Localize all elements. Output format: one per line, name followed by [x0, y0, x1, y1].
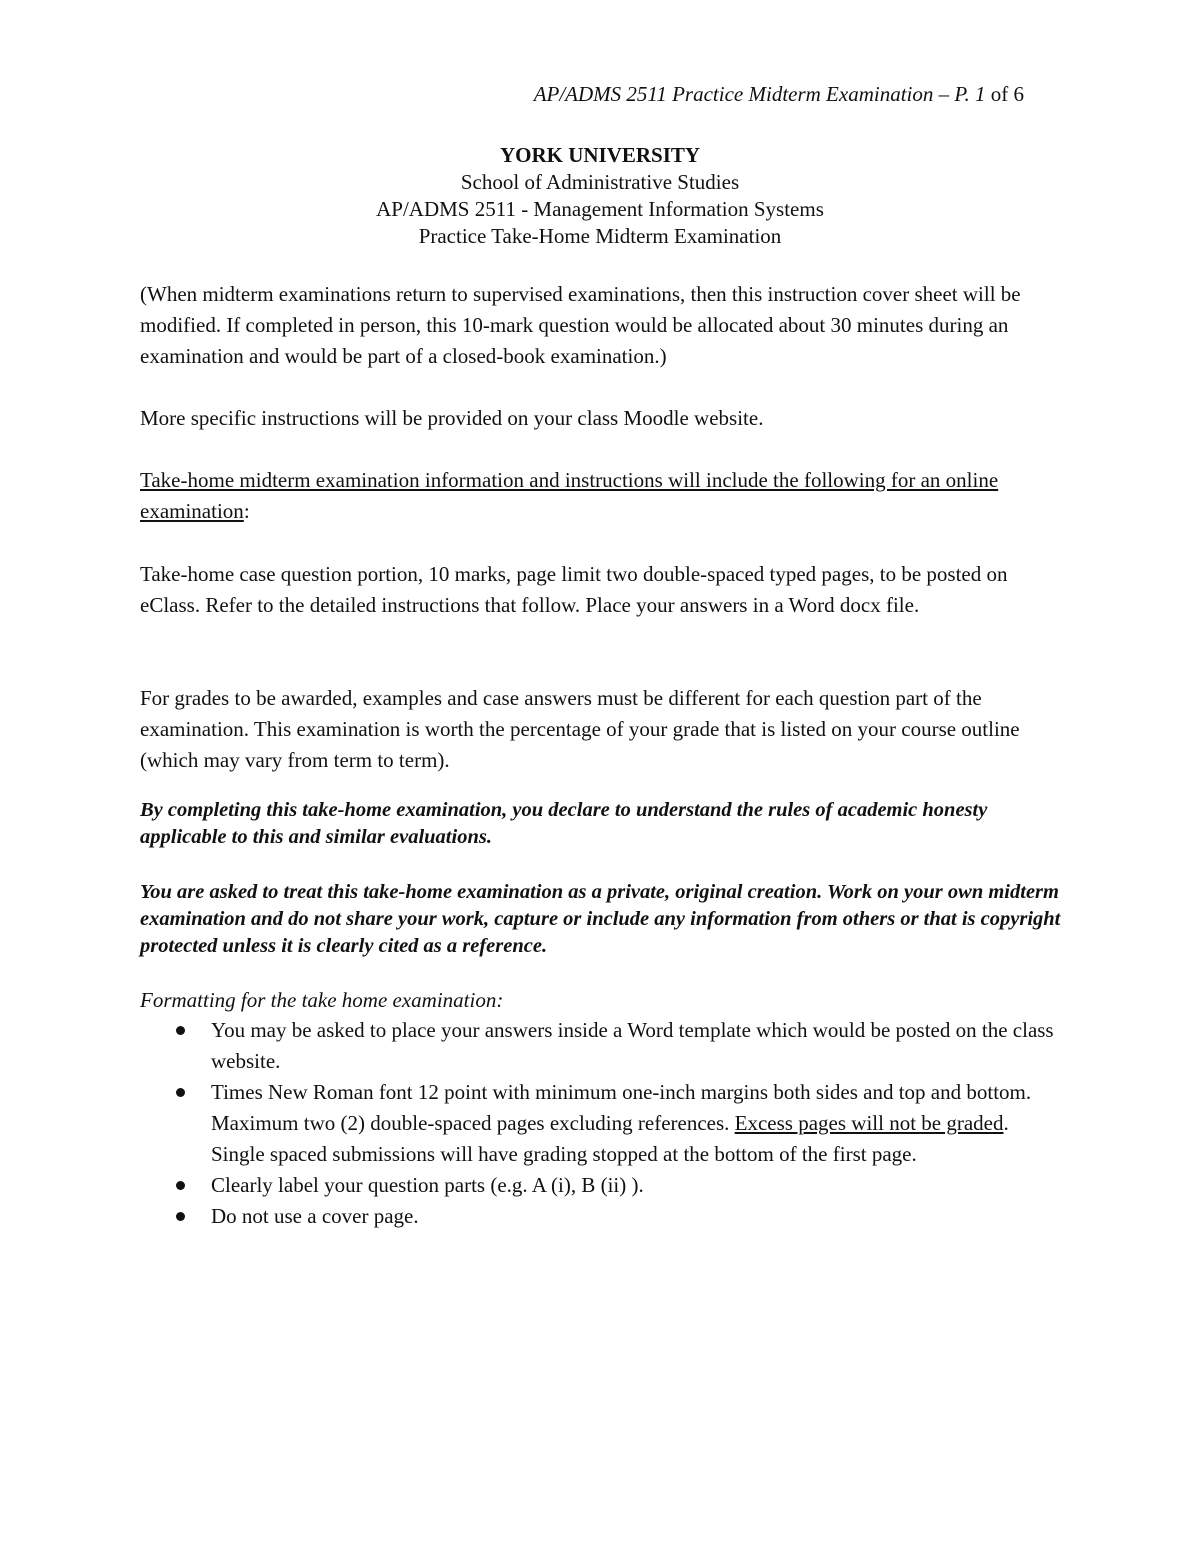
- formatting-heading: Formatting for the take home examination:: [140, 988, 504, 1012]
- bullet-text: You may be asked to place your answers inside a Word template which would be posted on the class website.: [211, 1018, 1054, 1073]
- bullet-icon: [176, 1088, 185, 1097]
- title-block: [0, 142, 1200, 250]
- online-heading-colon: :: [243, 499, 250, 523]
- school-name: School of Administrative Studies: [460, 170, 740, 194]
- honesty-paragraph: By completing this take-home examination, you declare to understand the rules of academic honesty applicable to this and similar evaluations.: [140, 799, 988, 848]
- exam-name: Practice Take-Home Midterm Examination: [418, 224, 782, 248]
- original-creation-paragraph: You are asked to treat this take-home examination as a private, original creation. Work on your own midterm examination and do not share your work, capture or include any information from others or that is copyright protected unless it is clearly cited as a reference.: [140, 881, 1061, 957]
- list-item: [140, 1015, 1065, 1077]
- bullet-icon: [176, 1181, 185, 1190]
- bullet-text: Clearly label your question parts (e.g. A (i), B (ii) ).: [211, 1173, 644, 1197]
- online-heading-text: Take-home midterm examination information and instructions will include the following for an online examination: [140, 468, 999, 523]
- bullet-text-continued: . Single spaced submissions will have grading stopped at the bottom of the first page.: [211, 1111, 1009, 1166]
- bullet-icon: [176, 1026, 185, 1035]
- course-name: AP/ADMS 2511 - Management Information Systems: [376, 197, 824, 221]
- moodle-paragraph: More specific instructions will be provided on your class Moodle website.: [140, 406, 764, 430]
- list-item: [140, 1077, 1065, 1170]
- grades-paragraph: For grades to be awarded, examples and case answers must be different for each question part of the examination. This examination is worth the percentage of your grade that is listed on your course outline (which may vary from term to term).: [140, 686, 1020, 772]
- header-exam-title: AP/ADMS 2511 Practice Midterm Examination – P. 1: [533, 82, 986, 106]
- bullet-text: Times New Roman font 12 point with minimum one-inch margins both sides and top and bottom. Maximum two (2) double-spaced pages excluding references.: [211, 1080, 1032, 1135]
- bullet-text: Do not use a cover page.: [211, 1204, 419, 1228]
- running-header: [534, 80, 1024, 108]
- list-item: [140, 1170, 1065, 1201]
- intro-paragraph: (When midterm examinations return to supervised examinations, then this instruction cover sheet will be modified. If completed in person, this 10-mark question would be allocated about 30 minutes during an examination and would be part of a closed-book examination.): [140, 282, 1021, 368]
- header-page-of: of 6: [985, 82, 1024, 106]
- university-name: YORK UNIVERSITY: [499, 143, 701, 167]
- list-item: [140, 1201, 1065, 1232]
- case-portion-paragraph: Take-home case question portion, 10 marks, page limit two double-spaced typed pages, to be posted on eClass. Refer to the detailed instructions that follow. Place your answers in a Word docx file.: [140, 562, 1008, 617]
- bullet-underlined-text: Excess pages will not be graded: [734, 1111, 1004, 1135]
- formatting-list: [140, 1015, 1065, 1232]
- online-instructions-heading: [140, 465, 1065, 527]
- bullet-icon: [176, 1212, 185, 1221]
